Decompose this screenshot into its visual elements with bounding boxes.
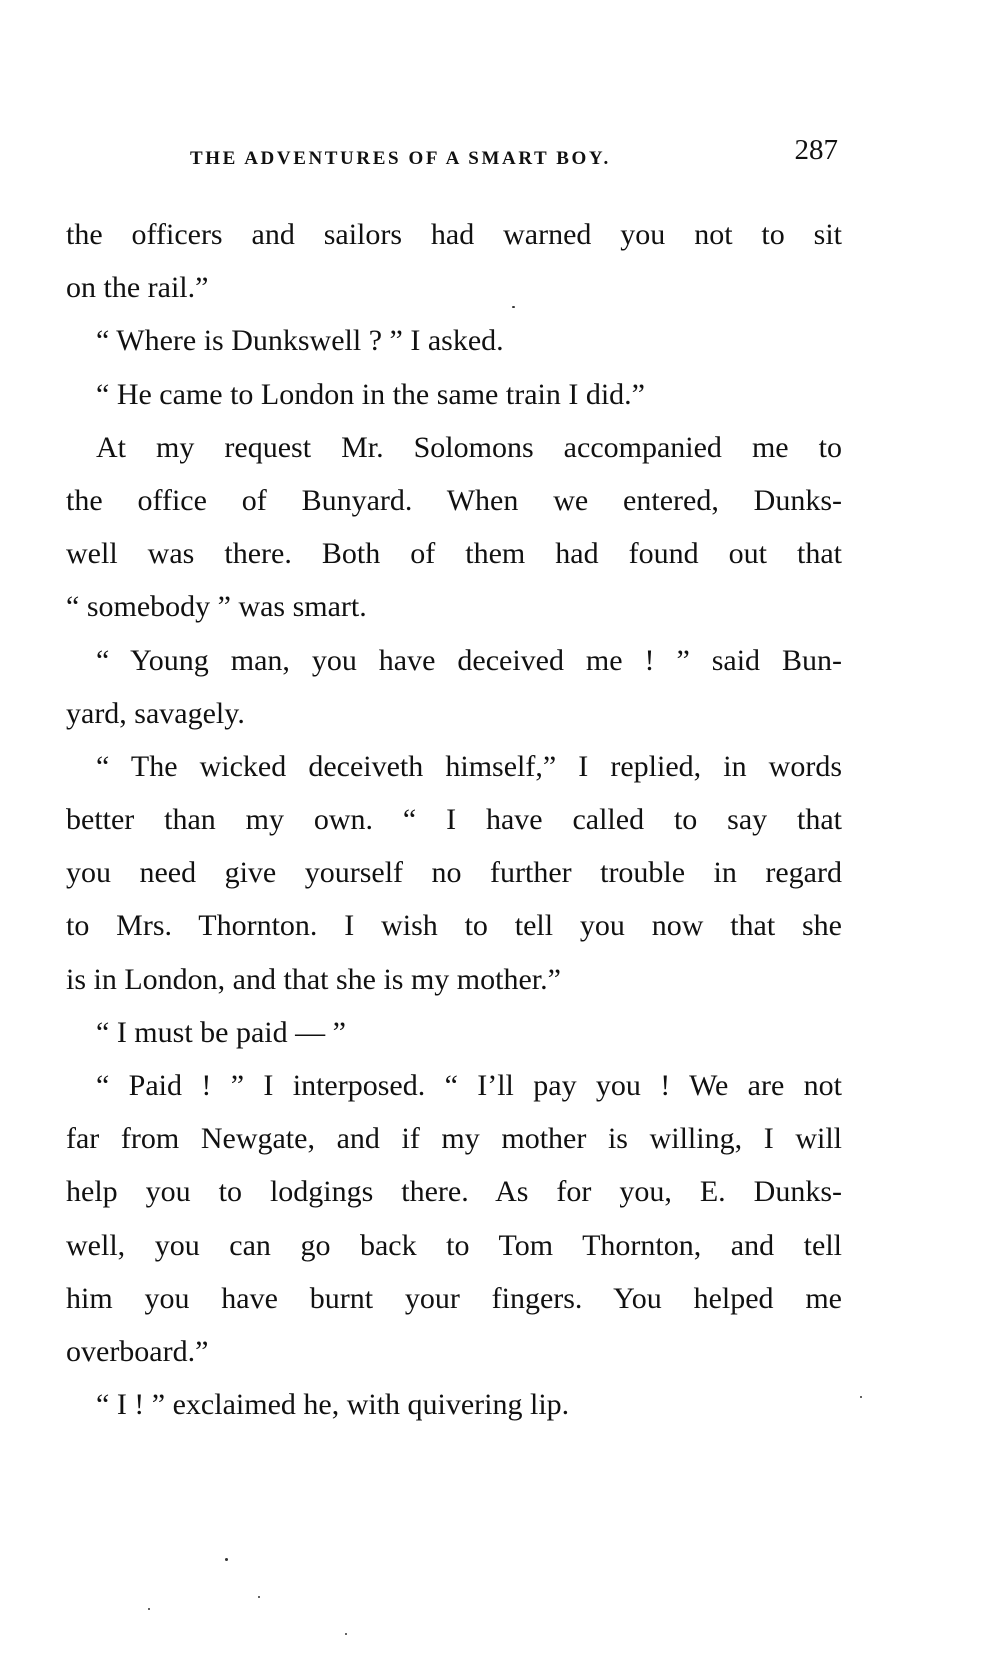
- text-line: is in London, and that she is my mother.”: [66, 962, 561, 996]
- text-line: “ Paid ! ” I interposed. “ I’ll pay you ! We are not: [96, 1069, 842, 1102]
- text-line: overboard.”: [66, 1334, 209, 1368]
- text-line: well, you can go back to Tom Thornton, and tell: [66, 1228, 842, 1262]
- text-line: well was there. Both of them had found out that: [66, 537, 842, 571]
- text-line: “ somebody ” was smart.: [66, 590, 367, 624]
- text-line: “ I ! ” exclaimed he, with quivering lip.: [96, 1388, 570, 1422]
- print-speck: [860, 1396, 862, 1398]
- text-line: “ The wicked deceiveth himself,” I replied, in words: [96, 749, 842, 783]
- text-line: better than my own. “ I have called to say that: [66, 803, 842, 837]
- text-line: the office of Bunyard. When we entered, Dunks-: [66, 483, 842, 517]
- print-speck: [225, 1558, 228, 1561]
- text-line: “ I must be paid — ”: [96, 1015, 346, 1049]
- print-speck: [345, 1633, 347, 1635]
- text-line: “ Where is Dunkswell ? ” I asked.: [96, 324, 504, 358]
- print-speck: [148, 1608, 150, 1610]
- text-line: help you to lodgings there. As for you, E. Dunks-: [66, 1175, 842, 1209]
- text-line: the officers and sailors had warned you not to sit: [66, 218, 842, 251]
- print-speck: [258, 1596, 260, 1598]
- text-line: “ Young man, you have deceived me ! ” said Bun-: [96, 643, 842, 677]
- running-header: [190, 134, 840, 178]
- page-number: 287: [794, 134, 838, 166]
- text-line: on the rail.”: [66, 271, 209, 305]
- text-line: “ He came to London in the same train I did.”: [96, 377, 645, 411]
- text-line: you need give yourself no further trouble in regard: [66, 856, 842, 890]
- print-speck: [512, 306, 515, 308]
- text-line: At my request Mr. Solomons accompanied me to: [96, 430, 842, 464]
- text-line: yard, savagely.: [66, 696, 245, 730]
- text-line: him you have burnt your fingers. You helped me: [66, 1281, 842, 1315]
- text-line: far from Newgate, and if my mother is willing, I will: [66, 1122, 842, 1156]
- text-line: to Mrs. Thornton. I wish to tell you now that she: [66, 909, 842, 943]
- body-text: [66, 208, 842, 1431]
- running-title: THE ADVENTURES OF A SMART BOY.: [190, 148, 611, 169]
